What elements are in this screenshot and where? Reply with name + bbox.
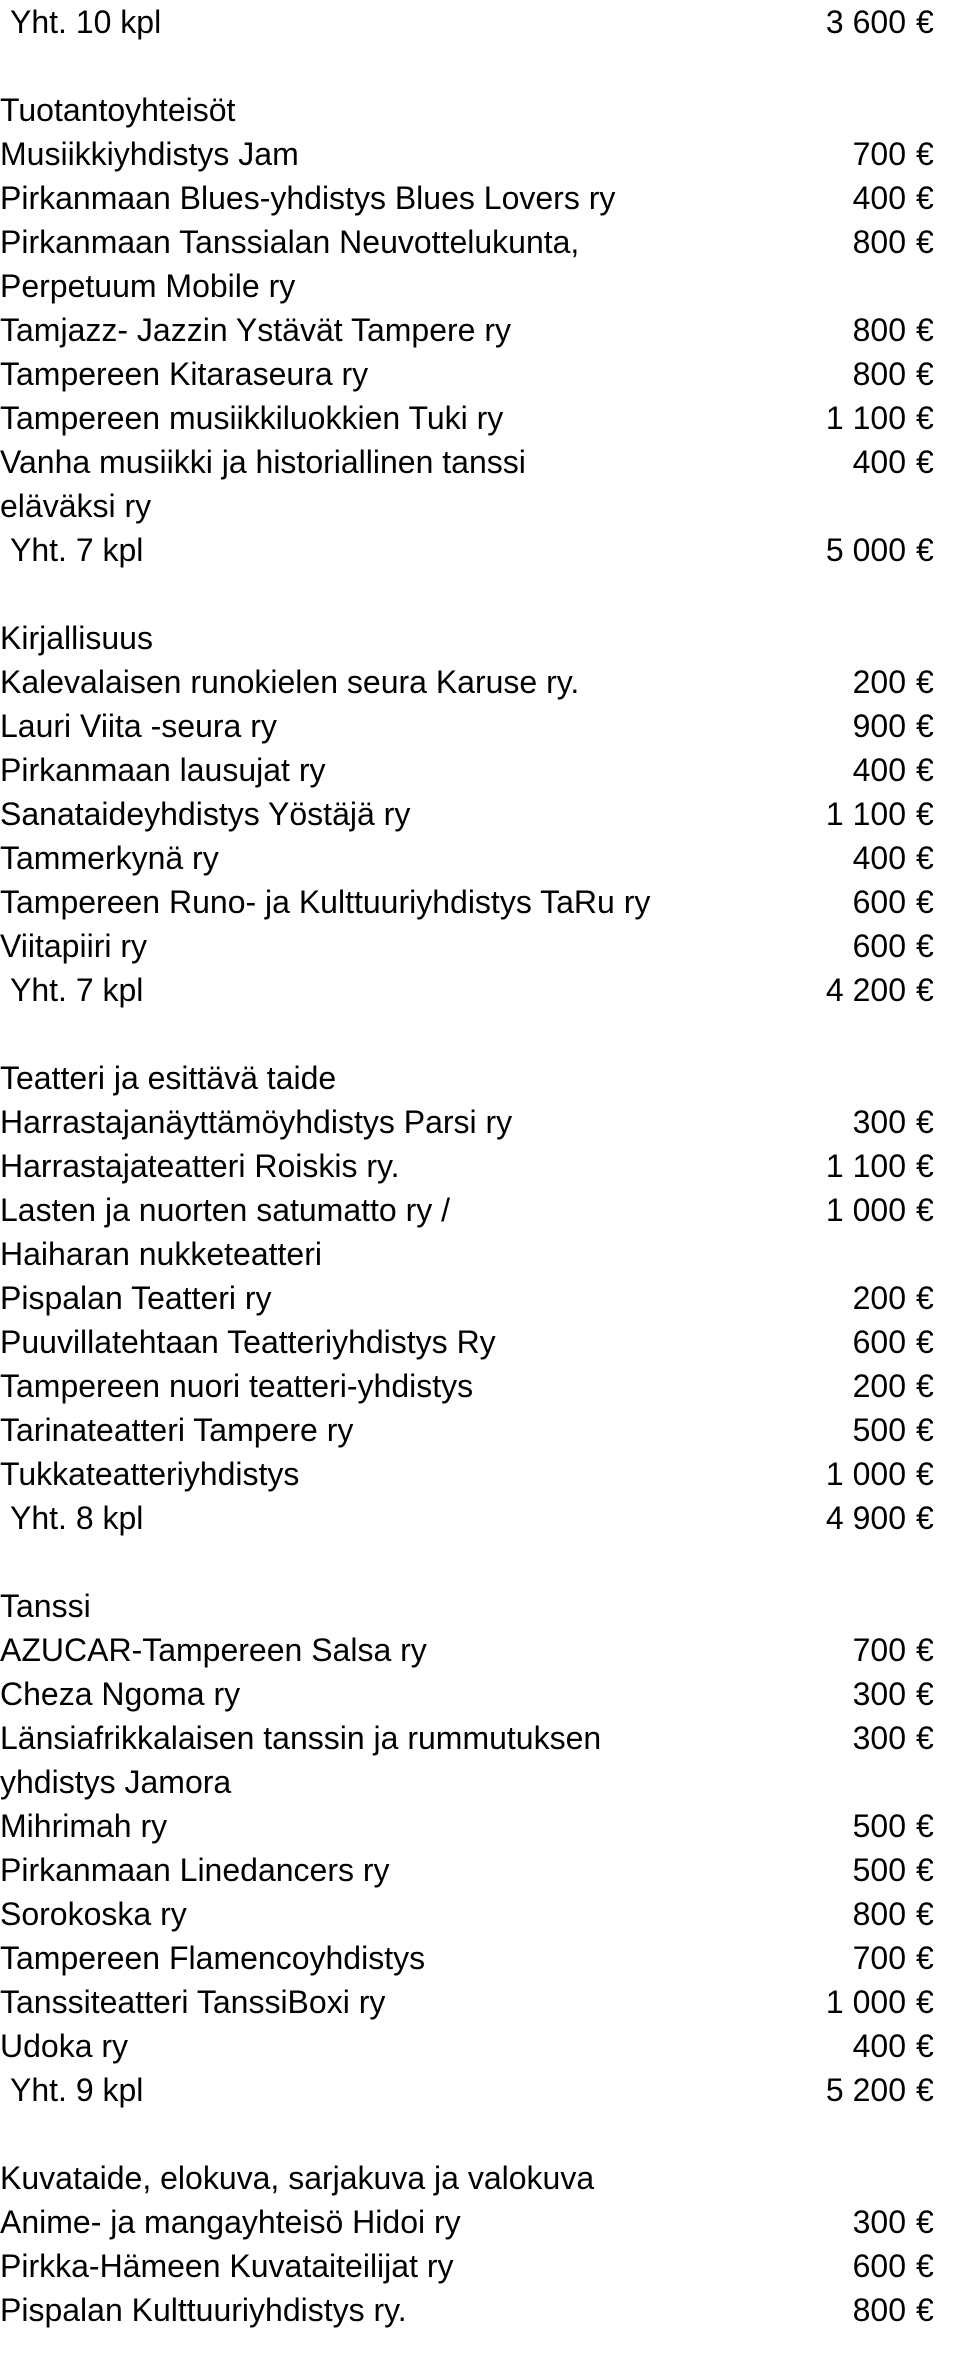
euro-symbol: € bbox=[916, 2248, 934, 2284]
grant-row bbox=[0, 1672, 960, 1716]
euro-symbol: € bbox=[916, 1368, 934, 1404]
total-row bbox=[0, 528, 960, 572]
euro-symbol: € bbox=[916, 400, 934, 436]
organization-name: Pirkanmaan Linedancers ry bbox=[0, 1852, 390, 1888]
euro-symbol: € bbox=[916, 1500, 934, 1536]
amount-cell bbox=[848, 1100, 948, 1144]
grant-amount: 1 100 bbox=[825, 796, 906, 832]
organization-name: Lasten ja nuorten satumatto ry / bbox=[0, 1192, 451, 1228]
grant-row bbox=[0, 1716, 960, 1760]
grant-row bbox=[0, 1892, 960, 1936]
amount-cell bbox=[825, 1980, 948, 2024]
amount-cell bbox=[848, 1892, 948, 1936]
grant-row bbox=[0, 132, 960, 176]
grant-row bbox=[0, 352, 960, 396]
grant-amount: 500 bbox=[852, 1412, 906, 1448]
euro-symbol: € bbox=[916, 4, 934, 40]
organization-name: Pirkanmaan Blues-yhdistys Blues Lovers ry bbox=[0, 180, 616, 216]
grant-row bbox=[0, 880, 960, 924]
euro-symbol: € bbox=[916, 1632, 934, 1668]
euro-symbol: € bbox=[916, 796, 934, 832]
grant-row bbox=[0, 220, 960, 264]
amount-cell bbox=[848, 1276, 948, 1320]
euro-symbol: € bbox=[916, 136, 934, 172]
organization-name: eläväksi ry bbox=[0, 488, 152, 524]
section-title: Tuotantoyhteisöt bbox=[0, 92, 236, 128]
continuation-line bbox=[0, 264, 960, 308]
euro-symbol: € bbox=[916, 1280, 934, 1316]
grant-row bbox=[0, 1936, 960, 1980]
amount-cell bbox=[825, 396, 948, 440]
total-row bbox=[0, 1496, 960, 1540]
total-amount: 4 200 bbox=[825, 972, 906, 1008]
euro-symbol: € bbox=[916, 1192, 934, 1228]
grant-amount: 1 000 bbox=[825, 1192, 906, 1228]
euro-symbol: € bbox=[916, 444, 934, 480]
section-heading bbox=[0, 1584, 960, 1628]
euro-symbol: € bbox=[916, 840, 934, 876]
amount-cell bbox=[848, 1848, 948, 1892]
organization-name: Tamjazz- Jazzin Ystävät Tampere ry bbox=[0, 312, 511, 348]
organization-name: Tampereen Kitaraseura ry bbox=[0, 356, 369, 392]
section-heading bbox=[0, 1056, 960, 1100]
grant-row bbox=[0, 1276, 960, 1320]
euro-symbol: € bbox=[916, 2204, 934, 2240]
amount-cell bbox=[825, 1496, 948, 1540]
grant-amount: 200 bbox=[852, 1368, 906, 1404]
amount-cell bbox=[848, 1672, 948, 1716]
organization-name: Tanssiteatteri TanssiBoxi ry bbox=[0, 1984, 386, 2020]
amount-cell bbox=[848, 132, 948, 176]
euro-symbol: € bbox=[916, 2072, 934, 2108]
euro-symbol: € bbox=[916, 2292, 934, 2328]
organization-name: Haiharan nukketeatteri bbox=[0, 1236, 322, 1272]
grant-row bbox=[0, 1628, 960, 1672]
grant-row bbox=[0, 792, 960, 836]
grant-row bbox=[0, 1804, 960, 1848]
organization-name: Harrastajateatteri Roiskis ry. bbox=[0, 1148, 400, 1184]
organization-name: Kalevalaisen runokielen seura Karuse ry. bbox=[0, 664, 580, 700]
grant-amount: 1 000 bbox=[825, 1984, 906, 2020]
total-row bbox=[0, 0, 960, 44]
organization-name: Pispalan Teatteri ry bbox=[0, 1280, 272, 1316]
organization-name: Sanataideyhdistys Yöstäjä ry bbox=[0, 796, 411, 832]
euro-symbol: € bbox=[916, 928, 934, 964]
grant-row bbox=[0, 440, 960, 484]
organization-name: Pispalan Kulttuuriyhdistys ry. bbox=[0, 2292, 407, 2328]
grant-row bbox=[0, 1452, 960, 1496]
total-label: Yht. 8 kpl bbox=[10, 1500, 144, 1536]
organization-name: AZUCAR-Tampereen Salsa ry bbox=[0, 1632, 427, 1668]
amount-cell bbox=[848, 2288, 948, 2332]
amount-cell bbox=[848, 1408, 948, 1452]
grant-amount: 800 bbox=[852, 224, 906, 260]
amount-cell bbox=[848, 308, 948, 352]
amount-cell bbox=[825, 1452, 948, 1496]
euro-symbol: € bbox=[916, 180, 934, 216]
section-title: Kirjallisuus bbox=[0, 620, 153, 656]
grant-row bbox=[0, 1848, 960, 1892]
grant-amount: 600 bbox=[852, 884, 906, 920]
total-amount: 5 200 bbox=[825, 2072, 906, 2108]
organization-name: Tampereen musiikkiluokkien Tuki ry bbox=[0, 400, 504, 436]
euro-symbol: € bbox=[916, 356, 934, 392]
grant-amount: 400 bbox=[852, 840, 906, 876]
total-amount: 4 900 bbox=[825, 1500, 906, 1536]
euro-symbol: € bbox=[916, 1808, 934, 1844]
continuation-line bbox=[0, 484, 960, 528]
organization-name: Sorokoska ry bbox=[0, 1896, 187, 1932]
grant-row bbox=[0, 2244, 960, 2288]
organization-name: Cheza Ngoma ry bbox=[0, 1676, 241, 1712]
amount-cell bbox=[825, 0, 948, 44]
grant-row bbox=[0, 2288, 960, 2332]
grant-row bbox=[0, 748, 960, 792]
grant-amount: 300 bbox=[852, 1104, 906, 1140]
grant-amount: 1 100 bbox=[825, 1148, 906, 1184]
organization-name: Musiikkiyhdistys Jam bbox=[0, 136, 299, 172]
organization-name: Tampereen Flamencoyhdistys bbox=[0, 1940, 426, 1976]
organization-name: Vanha musiikki ja historiallinen tanssi bbox=[0, 444, 526, 480]
amount-cell bbox=[825, 792, 948, 836]
section-title: Tanssi bbox=[0, 1588, 91, 1624]
blank-line bbox=[0, 44, 960, 88]
amount-cell bbox=[848, 1936, 948, 1980]
blank-line bbox=[0, 2112, 960, 2156]
amount-cell bbox=[848, 1628, 948, 1672]
grant-row bbox=[0, 2200, 960, 2244]
grant-amount: 600 bbox=[852, 2248, 906, 2284]
amount-cell bbox=[848, 352, 948, 396]
grant-row bbox=[0, 308, 960, 352]
euro-symbol: € bbox=[916, 752, 934, 788]
blank-line bbox=[0, 572, 960, 616]
section-heading bbox=[0, 88, 960, 132]
amount-cell bbox=[848, 748, 948, 792]
amount-cell bbox=[825, 528, 948, 572]
grant-amount: 300 bbox=[852, 2204, 906, 2240]
grant-amount: 300 bbox=[852, 1676, 906, 1712]
grant-amount: 800 bbox=[852, 312, 906, 348]
grant-row bbox=[0, 1320, 960, 1364]
total-label: Yht. 9 kpl bbox=[10, 2072, 144, 2108]
section-heading bbox=[0, 2156, 960, 2200]
organization-name: Pirkka-Hämeen Kuvataiteilijat ry bbox=[0, 2248, 454, 2284]
grant-amount: 400 bbox=[852, 180, 906, 216]
grant-amount: 800 bbox=[852, 1896, 906, 1932]
amount-cell bbox=[825, 968, 948, 1012]
total-label: Yht. 7 kpl bbox=[10, 532, 144, 568]
blank-line bbox=[0, 1012, 960, 1056]
amount-cell bbox=[848, 220, 948, 264]
amount-cell bbox=[848, 704, 948, 748]
organization-name: Harrastajanäyttämöyhdistys Parsi ry bbox=[0, 1104, 513, 1140]
grant-amount: 200 bbox=[852, 664, 906, 700]
organization-name: Perpetuum Mobile ry bbox=[0, 268, 296, 304]
organization-name: Pirkanmaan lausujat ry bbox=[0, 752, 326, 788]
organization-name: Tampereen Runo- ja Kulttuuriyhdistys TaRu ry bbox=[0, 884, 651, 920]
euro-symbol: € bbox=[916, 708, 934, 744]
grant-row bbox=[0, 1980, 960, 2024]
grant-amount: 400 bbox=[852, 2028, 906, 2064]
grant-amount: 1 100 bbox=[825, 400, 906, 436]
euro-symbol: € bbox=[916, 1940, 934, 1976]
euro-symbol: € bbox=[916, 1852, 934, 1888]
total-amount: 3 600 bbox=[825, 4, 906, 40]
amount-cell bbox=[848, 2200, 948, 2244]
organization-name: Länsiafrikkalaisen tanssin ja rummutuksen bbox=[0, 1720, 602, 1756]
organization-name: Tammerkynä ry bbox=[0, 840, 219, 876]
grant-amount: 600 bbox=[852, 1324, 906, 1360]
grant-amount: 400 bbox=[852, 444, 906, 480]
euro-symbol: € bbox=[916, 1104, 934, 1140]
amount-cell bbox=[848, 836, 948, 880]
organization-name: Pirkanmaan Tanssialan Neuvottelukunta, bbox=[0, 224, 580, 260]
grant-amount: 1 000 bbox=[825, 1456, 906, 1492]
amount-cell bbox=[825, 1144, 948, 1188]
euro-symbol: € bbox=[916, 972, 934, 1008]
euro-symbol: € bbox=[916, 1412, 934, 1448]
organization-name: Tarinateatteri Tampere ry bbox=[0, 1412, 354, 1448]
grant-amount: 400 bbox=[852, 752, 906, 788]
grant-amount: 200 bbox=[852, 1280, 906, 1316]
amount-cell bbox=[848, 880, 948, 924]
continuation-line bbox=[0, 1232, 960, 1276]
amount-cell bbox=[848, 176, 948, 220]
grant-row bbox=[0, 704, 960, 748]
grant-row bbox=[0, 176, 960, 220]
grant-amount: 700 bbox=[852, 136, 906, 172]
amount-cell bbox=[825, 2068, 948, 2112]
grant-amount: 800 bbox=[852, 2292, 906, 2328]
euro-symbol: € bbox=[916, 312, 934, 348]
organization-name: Tampereen nuori teatteri-yhdistys bbox=[0, 1368, 474, 1404]
grant-row bbox=[0, 1364, 960, 1408]
section-heading bbox=[0, 616, 960, 660]
amount-cell bbox=[848, 2024, 948, 2068]
grant-amount: 700 bbox=[852, 1632, 906, 1668]
amount-cell bbox=[848, 440, 948, 484]
section-title: Kuvataide, elokuva, sarjakuva ja valokuva bbox=[0, 2160, 595, 2196]
total-label: Yht. 7 kpl bbox=[10, 972, 144, 1008]
grant-row bbox=[0, 396, 960, 440]
euro-symbol: € bbox=[916, 2028, 934, 2064]
organization-name: Tukkateatteriyhdistys bbox=[0, 1456, 300, 1492]
continuation-line bbox=[0, 1760, 960, 1804]
grant-amount: 500 bbox=[852, 1808, 906, 1844]
organization-name: Puuvillatehtaan Teatteriyhdistys Ry bbox=[0, 1324, 496, 1360]
euro-symbol: € bbox=[916, 1984, 934, 2020]
amount-cell bbox=[848, 1716, 948, 1760]
organization-name: Lauri Viita -seura ry bbox=[0, 708, 277, 744]
grant-row bbox=[0, 2024, 960, 2068]
total-label: Yht. 10 kpl bbox=[10, 4, 162, 40]
grant-row bbox=[0, 1408, 960, 1452]
total-amount: 5 000 bbox=[825, 532, 906, 568]
euro-symbol: € bbox=[916, 1456, 934, 1492]
organization-name: yhdistys Jamora bbox=[0, 1764, 232, 1800]
amount-cell bbox=[848, 1364, 948, 1408]
grant-row bbox=[0, 1100, 960, 1144]
blank-line bbox=[0, 1540, 960, 1584]
amount-cell bbox=[848, 1804, 948, 1848]
euro-symbol: € bbox=[916, 1720, 934, 1756]
grant-amount: 300 bbox=[852, 1720, 906, 1756]
grant-row bbox=[0, 1188, 960, 1232]
organization-name: Udoka ry bbox=[0, 2028, 129, 2064]
organization-name: Viitapiiri ry bbox=[0, 928, 147, 964]
amount-cell bbox=[825, 1188, 948, 1232]
euro-symbol: € bbox=[916, 532, 934, 568]
grant-amount: 600 bbox=[852, 928, 906, 964]
section-title: Teatteri ja esittävä taide bbox=[0, 1060, 337, 1096]
grant-row bbox=[0, 660, 960, 704]
grant-row bbox=[0, 1144, 960, 1188]
amount-cell bbox=[848, 660, 948, 704]
grant-amount: 800 bbox=[852, 356, 906, 392]
total-row bbox=[0, 968, 960, 1012]
euro-symbol: € bbox=[916, 884, 934, 920]
organization-name: Mihrimah ry bbox=[0, 1808, 168, 1844]
amount-cell bbox=[848, 924, 948, 968]
euro-symbol: € bbox=[916, 1148, 934, 1184]
euro-symbol: € bbox=[916, 1324, 934, 1360]
grant-amount: 700 bbox=[852, 1940, 906, 1976]
total-row bbox=[0, 2068, 960, 2112]
grant-row bbox=[0, 836, 960, 880]
organization-name: Anime- ja mangayhteisö Hidoi ry bbox=[0, 2204, 461, 2240]
grant-row bbox=[0, 924, 960, 968]
euro-symbol: € bbox=[916, 224, 934, 260]
grant-amount: 500 bbox=[852, 1852, 906, 1888]
amount-cell bbox=[848, 1320, 948, 1364]
euro-symbol: € bbox=[916, 664, 934, 700]
grant-amount: 900 bbox=[852, 708, 906, 744]
euro-symbol: € bbox=[916, 1676, 934, 1712]
amount-cell bbox=[848, 2244, 948, 2288]
euro-symbol: € bbox=[916, 1896, 934, 1932]
